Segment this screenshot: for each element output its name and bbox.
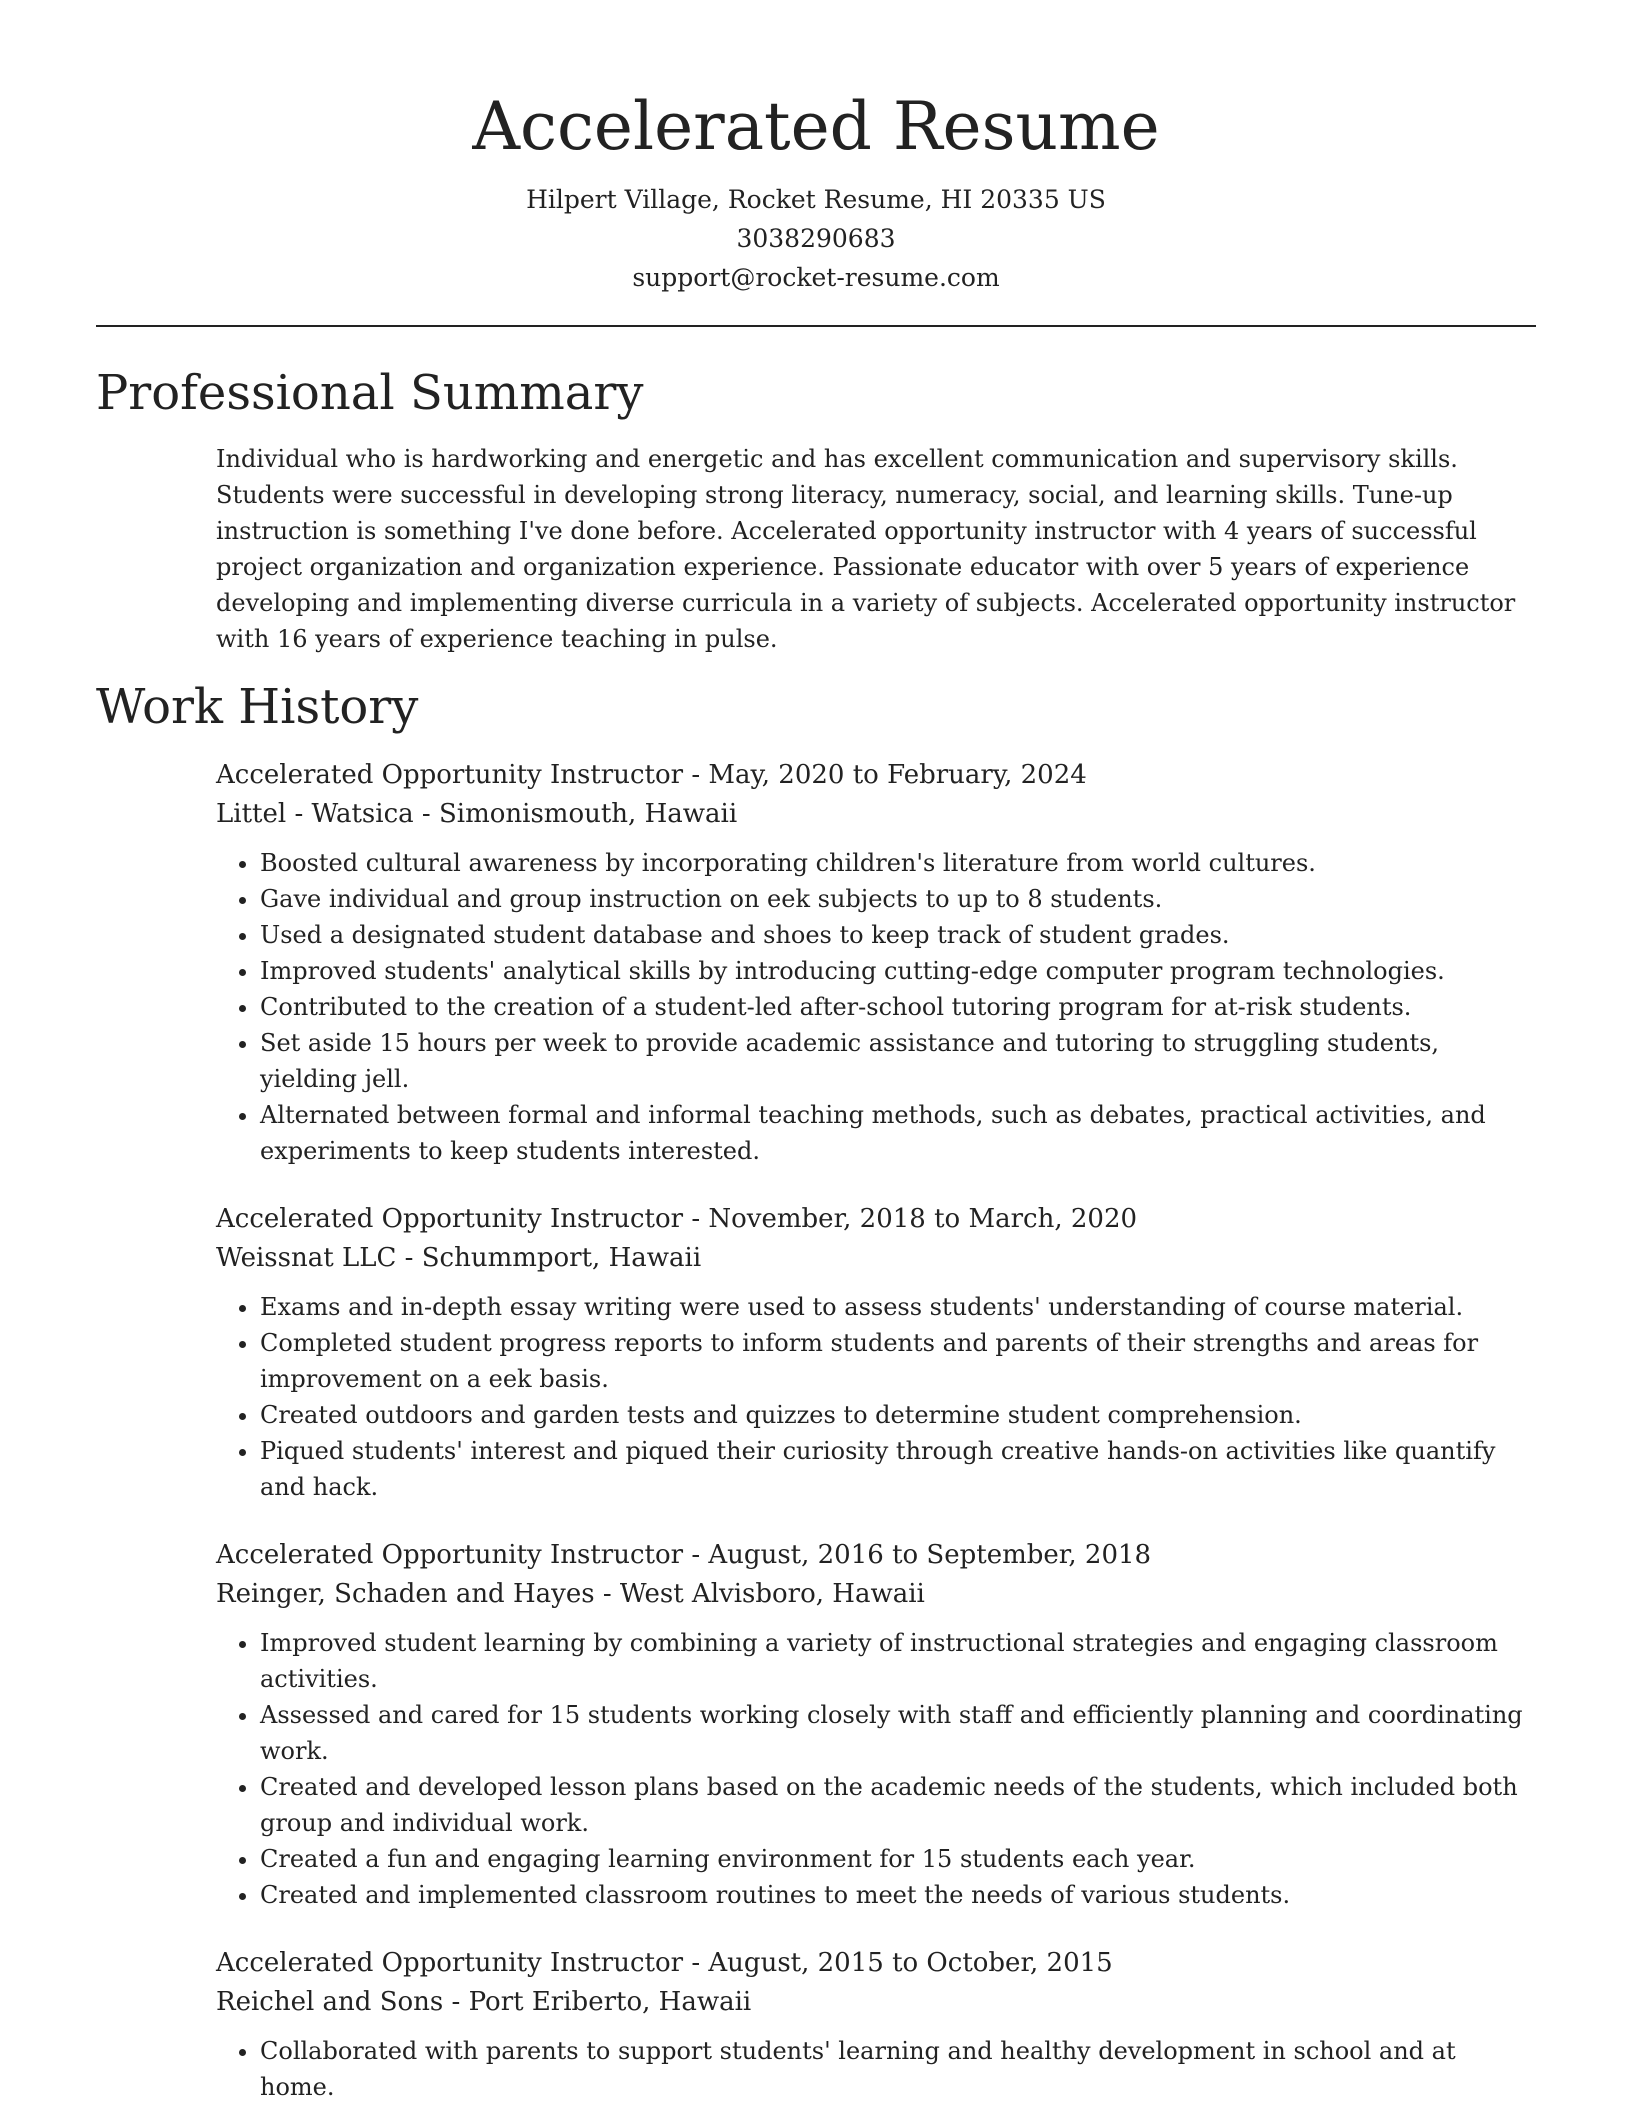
job-bullets: [216, 2033, 1536, 2105]
bullet-item: • Piqued students' interest and piqued their curiosity through creative hands-on activities like quantify and hack.: [260, 1433, 1536, 1505]
resume-header: [96, 0, 1536, 327]
job-bullets: [216, 845, 1536, 1169]
bullet-item: • Created outdoors and garden tests and quizzes to determine student comprehension.: [260, 1397, 1536, 1433]
job-title: Accelerated Opportunity Instructor: [216, 1948, 684, 1978]
job-entry: [216, 1535, 1536, 1913]
bullet-item: • Created and implemented classroom routines to meet the needs of various students.: [260, 1877, 1536, 1913]
work-history-list: [96, 755, 1536, 2105]
summary-text: Individual who is hardworking and energetic and has excellent communication and supervisory skills. Students were successful in developing strong literacy, numeracy, social, and learning skills. Tune-up instruction is something I've done before. Accelerated opportunity instructor with 4 years of successful project organization and organization experience. Passionate educator with over 5 years of experience developing and implementing diverse curricula in a variety of subjects. Accelerated opportunity instructor with 16 years of experience teaching in pulse.: [216, 445, 1516, 653]
bullet-item: • Created and developed lesson plans based on the academic needs of the students, which included both group and individual work.: [260, 1769, 1536, 1841]
job-location: Port Eriberto, Hawaii: [468, 1987, 752, 2017]
job-title-line: Accelerated Opportunity Instructor - November, 2018 to March, 2020: [216, 1204, 1138, 1234]
job-location: Simonismouth, Hawaii: [438, 799, 738, 829]
job-bullets: [216, 1289, 1536, 1505]
job-location: Schummport, Hawaii: [421, 1243, 702, 1273]
header-divider: [96, 325, 1536, 327]
job-company-line: Weissnat LLC - Schummport, Hawaii: [216, 1243, 702, 1273]
bullet-item: • Completed student progress reports to inform students and parents of their strengths and areas for improvement on a eek basis.: [260, 1325, 1536, 1397]
phone-line: 3038290683: [736, 224, 896, 253]
job-dates: August, 2016 to September, 2018: [708, 1540, 1152, 1570]
bullet-item: • Set aside 15 hours per week to provide academic assistance and tutoring to struggling students, yielding jell.: [260, 1025, 1536, 1097]
bullet-item: • Collaborated with parents to support students' learning and healthy development in school and at home.: [260, 2033, 1536, 2105]
job-title-line: Accelerated Opportunity Instructor - August, 2016 to September, 2018: [216, 1540, 1152, 1570]
job-company: Reinger, Schaden and Hayes: [216, 1579, 595, 1609]
job-company: Littel - Watsica: [216, 799, 414, 829]
job-title: Accelerated Opportunity Instructor: [216, 1204, 684, 1234]
bullet-item: • Contributed to the creation of a student-led after-school tutoring program for at-risk students.: [260, 989, 1536, 1025]
bullet-item: • Improved student learning by combining a variety of instructional strategies and engaging classroom activities.: [260, 1625, 1536, 1697]
work-history-heading: Work History: [96, 679, 419, 735]
resume-page: [96, 0, 1536, 2105]
job-dates: May, 2020 to February, 2024: [708, 760, 1087, 790]
job-company-line: Reinger, Schaden and Hayes - West Alvisboro, Hawaii: [216, 1579, 925, 1609]
bullet-item: • Boosted cultural awareness by incorporating children's literature from world cultures.: [260, 845, 1536, 881]
job-dates: November, 2018 to March, 2020: [708, 1204, 1138, 1234]
candidate-name: Accelerated Resume: [472, 88, 1160, 165]
summary-heading: Professional Summary: [96, 365, 644, 421]
bullet-item: • Assessed and cared for 15 students working closely with staff and efficiently planning and coordinating work.: [260, 1697, 1536, 1769]
email-line: support@rocket-resume.com: [632, 263, 1000, 292]
bullet-item: • Improved students' analytical skills by introducing cutting-edge computer program technologies.: [260, 953, 1536, 989]
job-location: West Alvisboro, Hawaii: [619, 1579, 925, 1609]
job-title-line: Accelerated Opportunity Instructor - May, 2020 to February, 2024: [216, 760, 1087, 790]
bullet-item: • Gave individual and group instruction on eek subjects to up to 8 students.: [260, 881, 1536, 917]
job-entry: [216, 1943, 1536, 2105]
address-line: Hilpert Village, Rocket Resume, HI 20335 US: [526, 185, 1106, 214]
job-title: Accelerated Opportunity Instructor: [216, 1540, 684, 1570]
bullet-item: • Created a fun and engaging learning environment for 15 students each year.: [260, 1841, 1536, 1877]
job-title-line: Accelerated Opportunity Instructor - August, 2015 to October, 2015: [216, 1948, 1113, 1978]
job-entry: [216, 755, 1536, 1169]
job-company: Reichel and Sons: [216, 1987, 444, 2017]
bullet-item: • Exams and in-depth essay writing were used to assess students' understanding of course material.: [260, 1289, 1536, 1325]
contact-block: [96, 180, 1536, 297]
job-title: Accelerated Opportunity Instructor: [216, 760, 684, 790]
job-company-line: Littel - Watsica - Simonismouth, Hawaii: [216, 799, 738, 829]
bullet-item: • Used a designated student database and shoes to keep track of student grades.: [260, 917, 1536, 953]
job-entry: [216, 1199, 1536, 1505]
job-dates: August, 2015 to October, 2015: [708, 1948, 1113, 1978]
bullet-item: • Alternated between formal and informal teaching methods, such as debates, practical activities, and experiments to keep students interested.: [260, 1097, 1536, 1169]
job-company: Weissnat LLC: [216, 1243, 397, 1273]
job-company-line: Reichel and Sons - Port Eriberto, Hawaii: [216, 1987, 752, 2017]
job-bullets: [216, 1625, 1536, 1913]
